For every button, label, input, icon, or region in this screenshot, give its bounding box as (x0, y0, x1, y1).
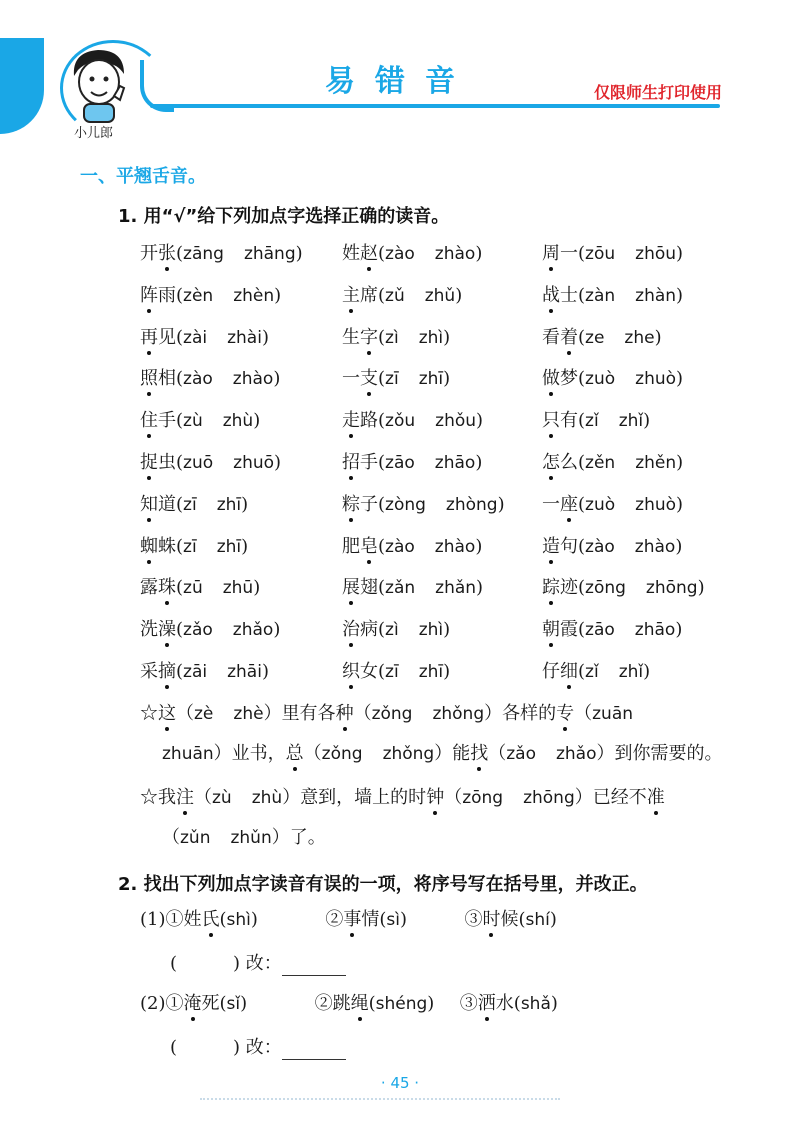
pinyin-option[interactable]: zhì (418, 620, 444, 641)
dotted-character: 织 (342, 661, 360, 682)
pinyin-option[interactable]: zǐ (585, 411, 599, 432)
page-title: 易错音 (325, 64, 475, 99)
pinyin-option[interactable]: zhào (434, 536, 476, 557)
star-sentence-1-line-1: ☆这（zè zhè）里有各种（zǒng zhǒng）各样的专（zuān (140, 703, 634, 724)
dotted-character: 造 (542, 535, 560, 557)
pinyin-option[interactable]: zōu (585, 244, 616, 264)
pinyin-option[interactable]: zhuō (233, 453, 275, 473)
pinyin-item: 住手(zù zhù) (140, 410, 261, 432)
pinyin-option[interactable]: zì (385, 327, 399, 348)
pinyin-option[interactable]: zhōng (645, 578, 698, 599)
dotted-character: 只 (542, 410, 560, 432)
pinyin-option[interactable]: zhī (418, 662, 444, 682)
pinyin-option[interactable]: zuò (585, 494, 616, 515)
pinyin-item: 一座(zuò zhuò) (542, 493, 684, 515)
dotted-character: 招 (342, 452, 360, 473)
pinyin-item: 织女(zī zhī) (342, 661, 451, 682)
pinyin-option[interactable]: zì (385, 620, 399, 641)
pinyin-option[interactable]: zhǔ (424, 285, 456, 306)
dotted-character: 细 (560, 661, 578, 682)
pinyin-option[interactable]: zèn (183, 285, 214, 306)
pinyin-option[interactable]: zào (183, 369, 213, 390)
pinyin-option[interactable]: zāo (585, 620, 615, 641)
dotted-character: 澡 (158, 619, 176, 641)
pinyin-item: 周一(zōu zhōu) (542, 243, 684, 264)
pinyin-option[interactable]: zǒu (385, 411, 416, 432)
pinyin-option[interactable]: zuō (183, 453, 214, 473)
dotted-character: 字 (360, 326, 378, 348)
dotted-character: 朝 (542, 619, 560, 641)
pinyin-option[interactable]: zhū (222, 578, 254, 599)
pinyin-option[interactable]: zǐ (585, 662, 599, 682)
pinyin-item: 一支(zī zhī) (342, 368, 451, 390)
question-2-row-2: (2)①淹死(sǐ) ②跳绳(shéng) ③洒水(shǎ) (140, 993, 558, 1014)
pinyin-option[interactable]: zhàn (635, 285, 677, 306)
pinyin-option[interactable]: zhe (624, 327, 655, 348)
dotted-character: 知 (140, 493, 158, 515)
pinyin-option[interactable]: zōng (585, 578, 626, 599)
dotted-character: 住 (140, 410, 158, 432)
page-number: · 45 · (380, 1074, 420, 1092)
dotted-character: 捉 (140, 452, 158, 473)
pinyin-option[interactable]: zhǐ (618, 662, 644, 682)
dotted-character: 粽 (342, 493, 360, 515)
pinyin-option[interactable]: zhī (418, 369, 444, 390)
mascot-label: 小儿郎 (74, 126, 114, 141)
pinyin-item: 招手(zāo zhāo) (342, 452, 483, 473)
dotted-character: 摘 (158, 661, 176, 682)
dotted-character: 赵 (360, 243, 378, 264)
pinyin-option[interactable]: zī (183, 536, 197, 557)
pinyin-option[interactable]: zhì (418, 327, 444, 348)
pinyin-item: 捉虫(zuō zhuō) (140, 452, 282, 473)
question-2-row-1: (1)①姓氏(shì) ②事情(sì) ③时候(shí) (140, 909, 557, 930)
pinyin-item: 蜘蛛(zī zhī) (140, 535, 249, 557)
pinyin-item: 洗澡(zǎo zhǎo) (140, 619, 281, 641)
pinyin-option[interactable]: zěn (585, 453, 616, 473)
dotted-character: 蜘 (140, 535, 158, 557)
pinyin-option[interactable]: zào (385, 536, 415, 557)
pinyin-option[interactable]: zī (385, 662, 399, 682)
pinyin-item: 做梦(zuò zhuò) (542, 368, 684, 390)
pinyin-option[interactable]: zào (585, 536, 615, 557)
pinyin-option[interactable]: zhěn (635, 453, 677, 473)
pinyin-option[interactable]: zī (385, 369, 399, 390)
pinyin-option[interactable]: zhào (434, 244, 476, 264)
pinyin-item: 看着(ze zhe) (542, 326, 662, 348)
pinyin-option[interactable]: zhāo (634, 620, 676, 641)
pinyin-option[interactable]: zī (183, 494, 197, 515)
dotted-character: 展 (342, 577, 360, 599)
pinyin-option[interactable]: zhāng (243, 244, 296, 264)
dotted-character: 周 (542, 243, 560, 264)
pinyin-option[interactable]: zào (385, 244, 415, 264)
pinyin-option[interactable]: zhào (232, 369, 274, 390)
pinyin-option[interactable]: zāo (385, 453, 415, 473)
bottom-bleed-decoration (200, 1098, 560, 1108)
dotted-character: 皂 (360, 535, 378, 557)
pinyin-option[interactable]: zhuò (635, 494, 677, 515)
print-notice: 仅限师生打印使用 (593, 83, 722, 102)
pinyin-item: 知道(zī zhī) (140, 493, 249, 515)
question-2-answer-1: ( ) 改： (170, 952, 346, 976)
pinyin-option[interactable]: zhǎo (232, 620, 274, 641)
dotted-character: 照 (140, 368, 158, 390)
section-title: 一、平翘舌音。 (80, 166, 206, 187)
question-1-title: 1. 用“√”给下列加点字选择正确的读音。 (118, 206, 450, 227)
pinyin-option[interactable]: zù (183, 411, 203, 432)
star-sentence-2-line-1: ☆我注（zù zhù）意到，墙上的时钟（zōng zhōng）已经不准 (140, 787, 665, 808)
pinyin-option[interactable]: zhī (216, 536, 242, 557)
pinyin-item: 肥皂(zào zhào) (342, 535, 483, 557)
pinyin-option[interactable]: zhǐ (618, 411, 644, 432)
pinyin-option[interactable]: ze (585, 327, 605, 348)
pinyin-item: 展翅(zǎn zhǎn) (342, 577, 484, 599)
dotted-character: 战 (542, 284, 560, 306)
question-2-title: 2. 找出下列加点字读音有误的一项，将序号写在括号里，并改正。 (118, 874, 648, 895)
dotted-character: 再 (140, 326, 158, 348)
pinyin-item: 造句(zào zhào) (542, 535, 683, 557)
pinyin-item: 露珠(zū zhū) (140, 577, 261, 599)
pinyin-option[interactable]: zāi (183, 662, 208, 682)
pinyin-option[interactable]: zòng (385, 494, 426, 515)
pinyin-option[interactable]: zhù (222, 411, 254, 432)
pinyin-option[interactable]: zū (183, 578, 203, 599)
pinyin-item: 走路(zǒu zhǒu) (342, 410, 484, 432)
dotted-character: 张 (158, 243, 176, 264)
pinyin-option[interactable]: zāng (183, 244, 224, 264)
pinyin-item: 主席(zǔ zhǔ) (342, 284, 463, 306)
dotted-character: 座 (560, 493, 578, 515)
pinyin-option[interactable]: zhài (227, 327, 262, 348)
star-sentence-2-line-2: （zǔn zhǔn）了。 (162, 827, 326, 848)
pinyin-item: 粽子(zòng zhòng) (342, 493, 505, 515)
dotted-character: 珠 (158, 577, 176, 599)
pinyin-item: 仔细(zǐ zhǐ) (542, 661, 651, 682)
dotted-character: 着 (560, 326, 578, 348)
pinyin-option[interactable]: zhǒu (435, 411, 477, 432)
pinyin-option[interactable]: zhuò (635, 369, 677, 390)
pinyin-item: 只有(zǐ zhǐ) (542, 410, 651, 432)
pinyin-item: 踪迹(zōng zhōng) (542, 577, 705, 599)
pinyin-option[interactable]: zhèn (233, 285, 275, 306)
pinyin-option[interactable]: zuò (585, 369, 616, 390)
pinyin-option[interactable]: zǔ (385, 285, 405, 306)
pinyin-option[interactable]: zhào (634, 536, 676, 557)
dotted-character: 踪 (542, 577, 560, 599)
dotted-character: 治 (342, 619, 360, 641)
dotted-character: 阵 (140, 284, 158, 306)
header-underline (150, 104, 720, 108)
pinyin-item: 阵雨(zèn zhèn) (140, 284, 282, 306)
pinyin-item: 采摘(zāi zhāi) (140, 661, 269, 682)
pinyin-item: 再见(zài zhài) (140, 326, 269, 348)
pinyin-item: 开张(zāng zhāng) (140, 243, 303, 264)
pinyin-item: 姓赵(zào zhào) (342, 243, 483, 264)
answer-blank-2[interactable] (282, 1039, 346, 1060)
pinyin-item: 治病(zì zhì) (342, 619, 451, 641)
star-sentence-1-line-2: zhuān）业书，总（zǒng zhǒng）能找（zǎo zhǎo）到你需要的。 (162, 743, 723, 764)
pinyin-option[interactable]: zhǎn (435, 578, 477, 599)
pinyin-item: 照相(zào zhào) (140, 368, 281, 390)
pinyin-option[interactable]: zhāo (434, 453, 476, 473)
pinyin-option[interactable]: zàn (585, 285, 616, 306)
pinyin-option[interactable]: zǎn (385, 578, 416, 599)
dotted-character: 走 (342, 410, 360, 432)
dotted-character: 支 (360, 368, 378, 390)
dotted-character: 主 (342, 284, 360, 306)
pinyin-item: 战士(zàn zhàn) (542, 284, 684, 306)
answer-blank-1[interactable] (282, 955, 346, 976)
pinyin-option[interactable]: zhī (216, 494, 242, 515)
pinyin-option[interactable]: zài (183, 327, 208, 348)
pinyin-option[interactable]: zhòng (445, 494, 498, 515)
pinyin-item: 怎么(zěn zhěn) (542, 452, 684, 473)
pinyin-option[interactable]: zhōu (635, 244, 677, 264)
question-2-answer-2: ( ) 改： (170, 1036, 346, 1060)
pinyin-item: 朝霞(zāo zhāo) (542, 619, 683, 641)
dotted-character: 怎 (542, 452, 560, 473)
dotted-character: 做 (542, 368, 560, 390)
pinyin-option[interactable]: zǎo (183, 620, 213, 641)
pinyin-option[interactable]: zhāi (227, 662, 262, 682)
pinyin-item: 生字(zì zhì) (342, 326, 451, 348)
